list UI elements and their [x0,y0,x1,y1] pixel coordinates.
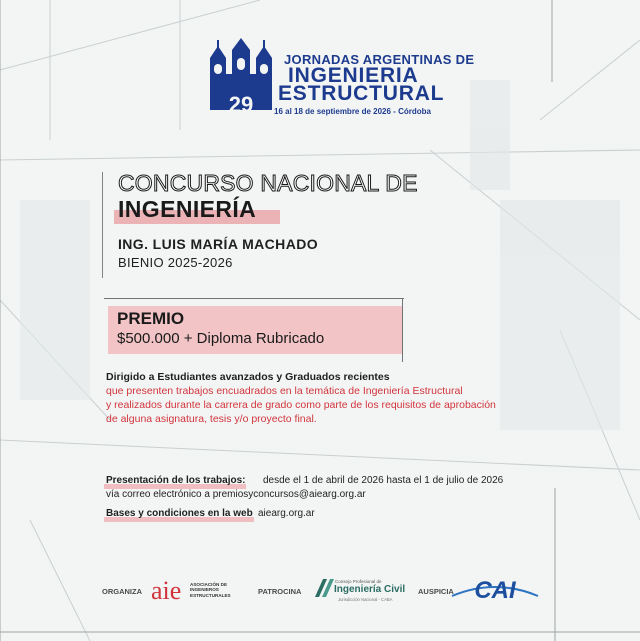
ingenieria-civil-name: Ingeniería Civil [334,584,406,595]
prize-value: $500.000 + Diploma Rubricado [117,330,325,347]
cai-logo-icon [450,574,540,604]
auspicia-label: AUSPICIA [418,587,454,596]
jurisdiccion-label: Jurisdicción Nacional - CABA [338,597,393,602]
organiza-label: ORGANIZA [102,587,142,596]
edition-number: 29 [228,92,254,117]
aie-logo-text: aie [151,576,182,603]
description-line3: de alguna asignatura, tesis y/o proyecto final. [106,413,317,425]
jornadas-building-logo [208,38,274,118]
aie-name: ASOCIACIÓN DE INGENIEROS ESTRUCTURALES [190,582,231,598]
description-line2: y realizados durante la carrera de grado como parte de los requisitos de aprobación [106,399,496,411]
aie-logo-icon [151,575,185,603]
presentation-label: Presentación de los trabajos: [106,475,246,486]
title-vertical-line [102,172,103,278]
award-name: ING. LUIS MARÍA MACHADO [118,236,319,252]
bases-label: Bases y condiciones en la web [106,508,253,519]
prize-label: PREMIO [117,309,185,328]
header-line1: JORNADAS ARGENTINAS DE [284,52,475,67]
prize-frame-top [104,298,404,299]
header-line2: INGENIERIA [288,64,419,87]
description-line1: que presenten trabajos encuadrados en la temática de Ingeniería Estructural [106,385,463,397]
page-title-line1: CONCURSO NACIONAL DE [118,170,418,196]
cai-logo-text: CAI [474,577,516,604]
award-period: BIENIO 2025-2026 [118,255,233,270]
patrocina-label: PATROCINA [258,587,302,596]
header-line3: ESTRUCTURAL [278,82,445,105]
prize-frame-right [402,298,403,362]
bases-website-link[interactable]: aiearg.org.ar [258,508,315,519]
presentation-dates: desde el 1 de abril de 2026 hasta el 1 de julio de 2026 [263,475,504,486]
consejo-label: Consejo Profesional de [335,579,382,584]
page-title-line2: INGENIERÍA [118,196,257,222]
presentation-email[interactable]: vía correo electrónico a premiosyconcursos@aiearg.org.ar [106,489,366,500]
header-dates: 16 al 18 de septiembre de 2026 - Córdoba [274,107,431,116]
consejo-ingenieria-civil-logo-icon [313,575,335,599]
target-audience: Dirigido a Estudiantes avanzados y Graduados recientes [106,371,390,383]
